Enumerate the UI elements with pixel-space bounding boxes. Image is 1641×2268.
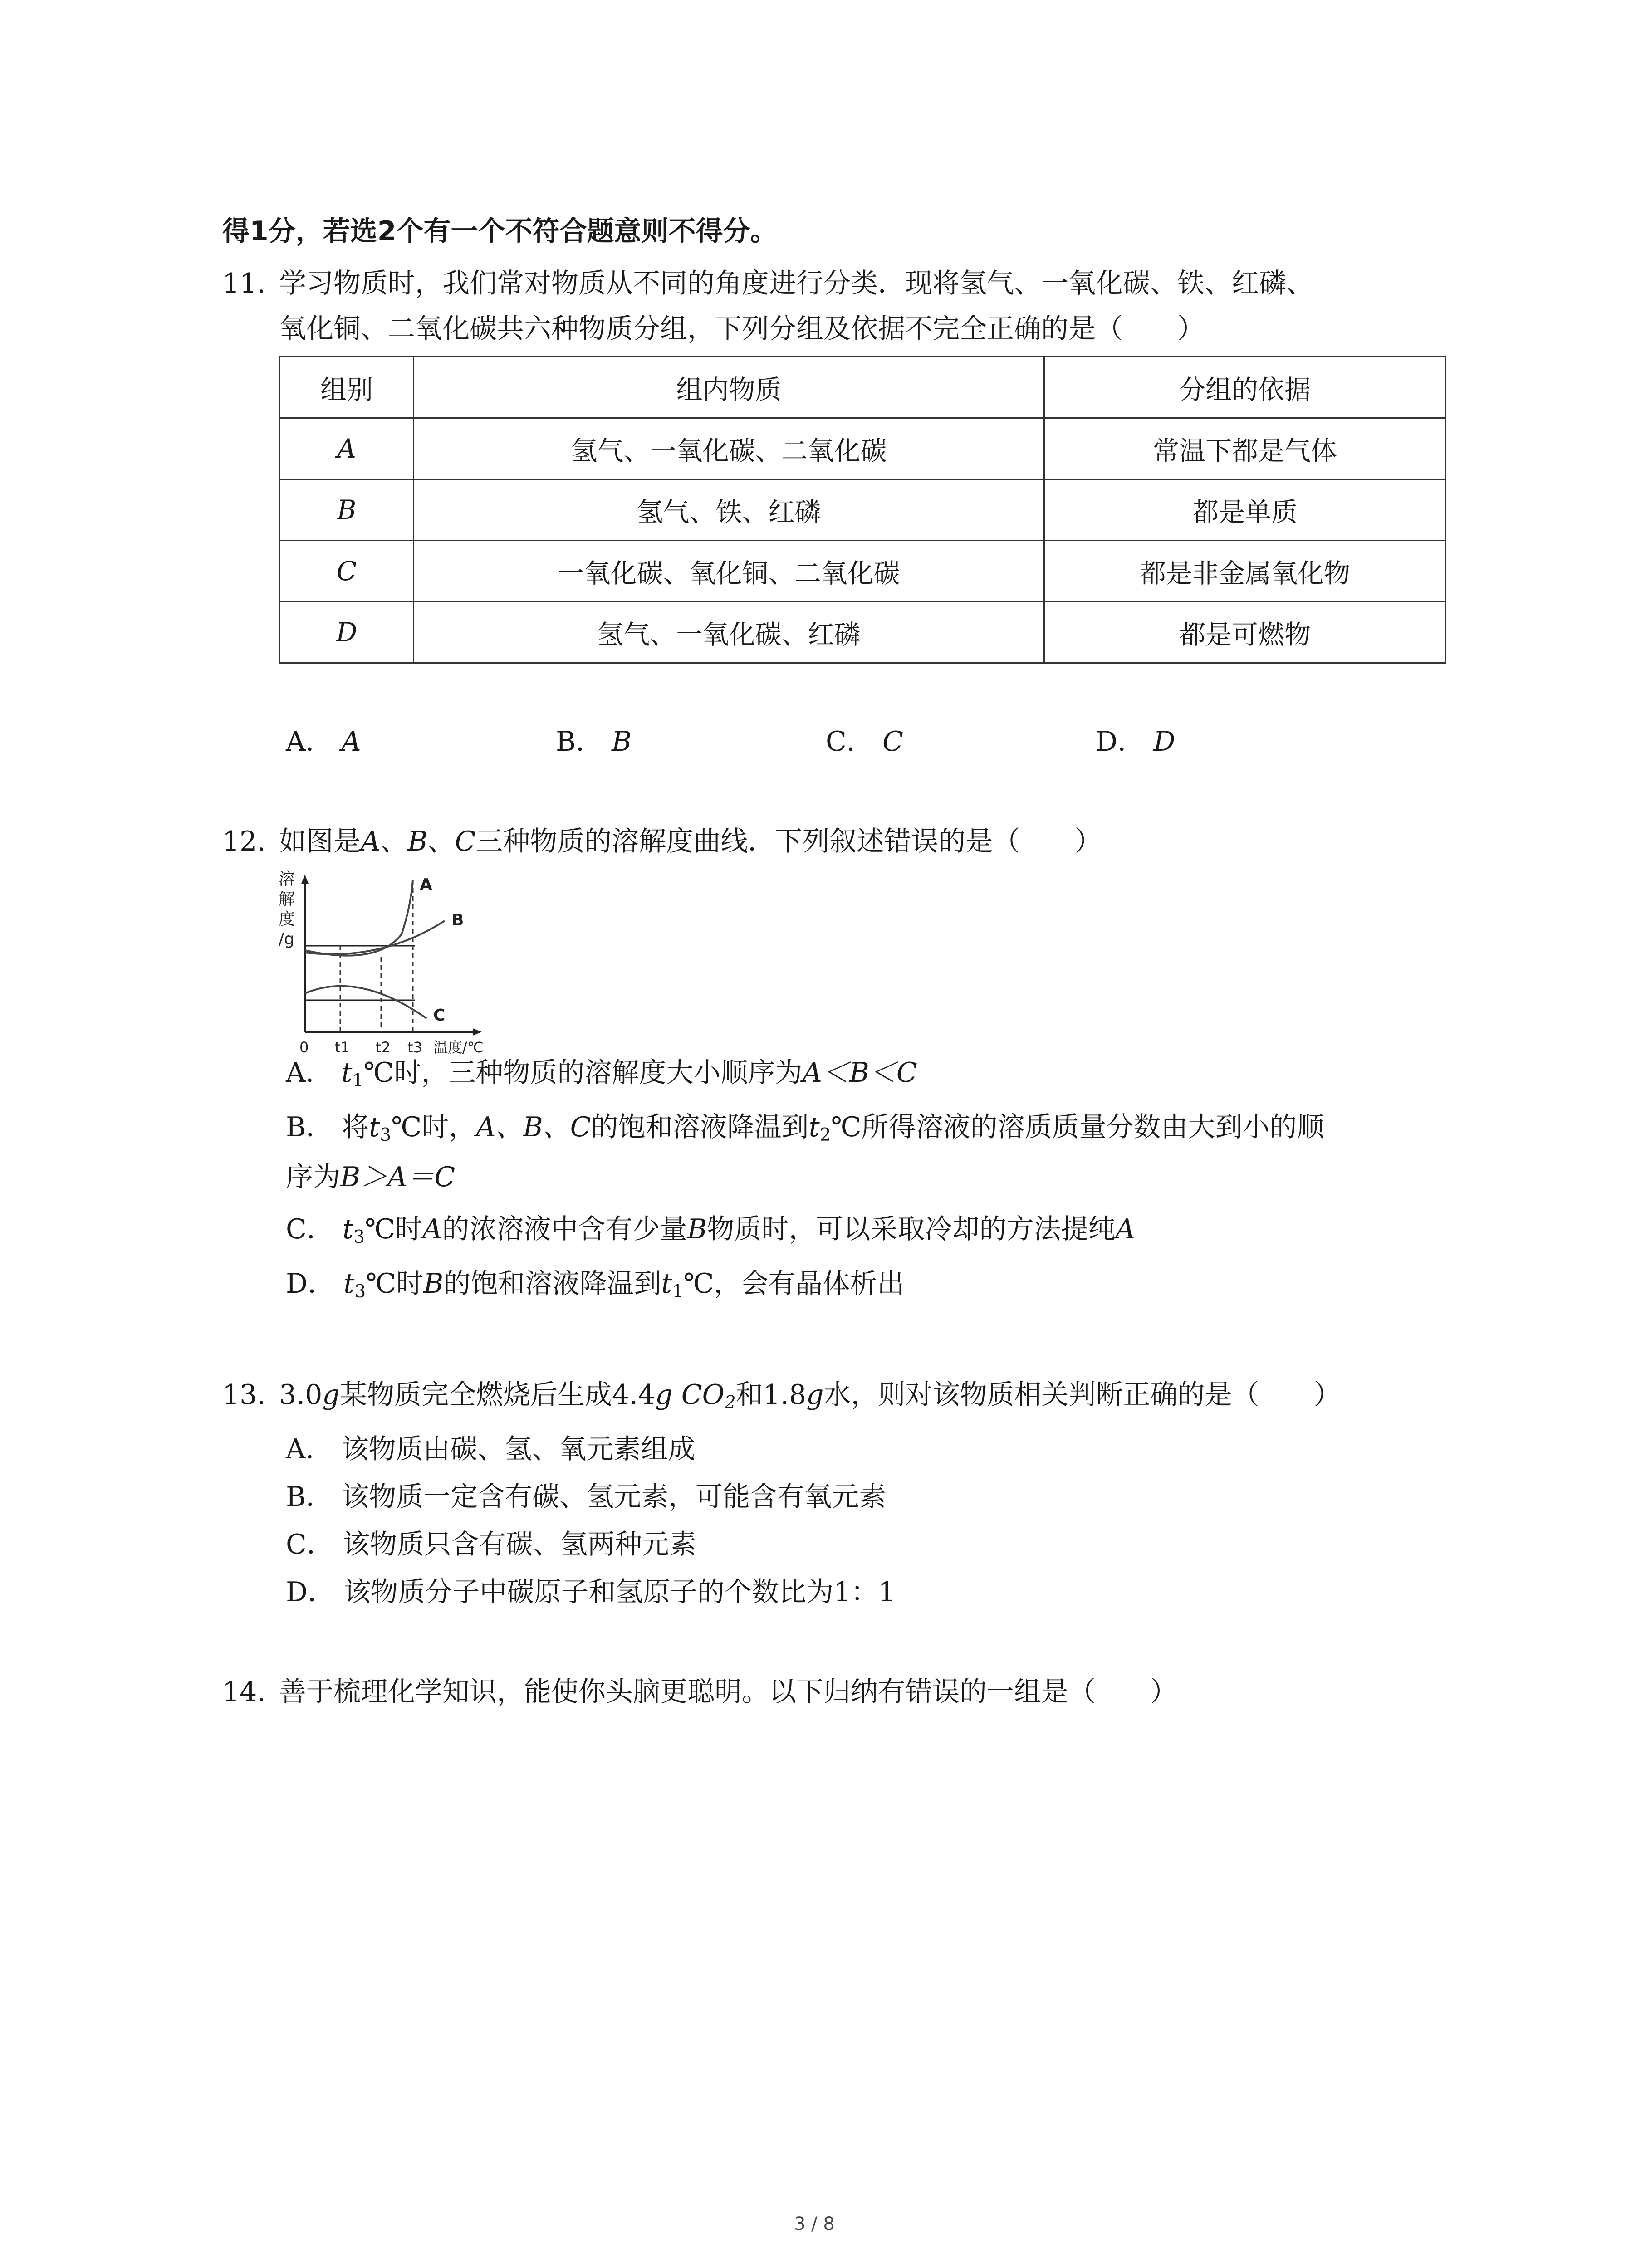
group-cell: D bbox=[280, 602, 414, 663]
option-label: C． bbox=[826, 726, 874, 758]
q13-option-c[interactable]: C． 该物质只含有碳、氢两种元素 bbox=[286, 1529, 696, 1560]
q12-number: 12. bbox=[222, 826, 266, 857]
q12-stem: 如图是A、B、C三种物质的溶解度曲线．下列叙述错误的是（ ） bbox=[279, 826, 1102, 857]
y-axis-label-char: /g bbox=[279, 930, 294, 948]
table-row bbox=[280, 541, 1446, 602]
basis-cell: 都是单质 bbox=[1044, 479, 1446, 541]
tick-label-t2: t2 bbox=[376, 1039, 391, 1056]
q11-option-d[interactable] bbox=[1096, 723, 1175, 760]
option-label: A． bbox=[286, 726, 333, 758]
basis-cell: 都是可燃物 bbox=[1044, 602, 1446, 663]
option-value: C bbox=[882, 726, 903, 758]
option-value: D bbox=[1153, 726, 1176, 758]
origin-label: 0 bbox=[299, 1039, 309, 1056]
tick-label-t1: t1 bbox=[335, 1039, 350, 1056]
curve-label-c: C bbox=[433, 1006, 446, 1025]
q13-option-b[interactable]: B． 该物质一定含有碳、氢元素，可能含有氧元素 bbox=[286, 1481, 887, 1513]
curve-c bbox=[305, 986, 426, 1018]
y-axis-label-char: 度 bbox=[279, 910, 295, 929]
q11-option-b[interactable] bbox=[556, 723, 632, 760]
header-cell-substances: 组内物质 bbox=[414, 357, 1044, 418]
table-row bbox=[280, 479, 1446, 541]
option-label: B． bbox=[556, 726, 603, 758]
q13-option-d[interactable]: D． 该物质分子中碳原子和氢原子的个数比为1：1 bbox=[286, 1576, 896, 1608]
header-cell-basis: 分组的依据 bbox=[1044, 357, 1446, 418]
table-row bbox=[280, 418, 1446, 479]
curve-b bbox=[305, 921, 445, 954]
basis-cell: 都是非金属氧化物 bbox=[1044, 541, 1446, 602]
q13-stem: 3.0g某物质完全燃烧后生成4.4g $CO_2$和1.8g水，则对该物质相关判断正确的是（ ） bbox=[279, 1379, 1341, 1413]
substances-cell: 一氧化碳、氧化铜、二氧化碳 bbox=[414, 541, 1044, 602]
basis-cell: 常温下都是气体 bbox=[1044, 418, 1446, 479]
q12-option-a[interactable]: A． $t_1℃$时，三种物质的溶解度大小顺序为A＜B＜C bbox=[286, 1057, 917, 1091]
q12-option-d[interactable]: D． $t_3℃$时B的饱和溶液降温到$t_1℃$，会有晶体析出 bbox=[286, 1268, 905, 1302]
q11-number: 11. bbox=[222, 268, 266, 299]
q11-stem-line2: 氧化铜、二氧化碳共六种物质分组，下列分组及依据不完全正确的是（ ） bbox=[279, 313, 1205, 345]
substances-cell: 氢气、铁、红磷 bbox=[414, 479, 1044, 541]
q12-option-c[interactable]: C． $t_3℃$时A的浓溶液中含有少量B物质时，可以采取冷却的方法提纯A bbox=[286, 1213, 1135, 1247]
y-axis-arrow bbox=[301, 875, 309, 884]
y-axis-label-char: 解 bbox=[279, 890, 295, 909]
q14-number: 14. bbox=[222, 1676, 266, 1708]
table-row bbox=[280, 602, 1446, 663]
option-value: B bbox=[612, 726, 632, 758]
solubility-curve-figure bbox=[277, 866, 504, 1057]
q14-stem: 善于梳理化学知识，能使你头脑更聪明。以下归纳有错误的一组是（ ） bbox=[279, 1676, 1177, 1708]
q11-stem-line1: 学习物质时，我们常对物质从不同的角度进行分类．现将氢气、一氧化碳、铁、红磷、 bbox=[279, 268, 1313, 299]
header-cell-group: 组别 bbox=[280, 357, 414, 418]
group-cell: C bbox=[280, 541, 414, 602]
option-value: A bbox=[341, 726, 361, 758]
q11-option-c[interactable] bbox=[826, 723, 903, 760]
tick-label-t3: t3 bbox=[407, 1039, 422, 1056]
q11-option-a[interactable] bbox=[286, 723, 361, 760]
q11-grouping-table bbox=[279, 356, 1446, 664]
group-cell: B bbox=[280, 479, 414, 541]
x-axis-arrow bbox=[473, 1028, 482, 1036]
curve-label-a: A bbox=[420, 875, 432, 894]
x-axis-label: 温度/℃ bbox=[433, 1039, 484, 1056]
option-label: D． bbox=[1096, 726, 1145, 758]
scoring-note: 得1分，若选2个有一个不符合题意则不得分。 bbox=[222, 215, 778, 247]
substances-cell: 氢气、一氧化碳、二氧化碳 bbox=[414, 418, 1044, 479]
q12-option-b-line2: 序为B＞A＝C bbox=[286, 1161, 456, 1193]
q12-option-b[interactable]: B． 将$t_3℃$时，A、B、C的饱和溶液降温到$t_2℃$所得溶液的溶质质量分数由大到小的顺 bbox=[286, 1111, 1324, 1145]
group-cell: A bbox=[280, 418, 414, 479]
substances-cell: 氢气、一氧化碳、红磷 bbox=[414, 602, 1044, 663]
q13-option-a[interactable]: A． 该物质由碳、氢、氧元素组成 bbox=[286, 1433, 696, 1465]
page-number: 3 / 8 bbox=[794, 2214, 835, 2234]
curve-label-b: B bbox=[451, 911, 464, 929]
q13-number: 13. bbox=[222, 1379, 266, 1411]
y-axis-label-char: 溶 bbox=[279, 870, 295, 889]
table-header-row bbox=[280, 357, 1446, 418]
